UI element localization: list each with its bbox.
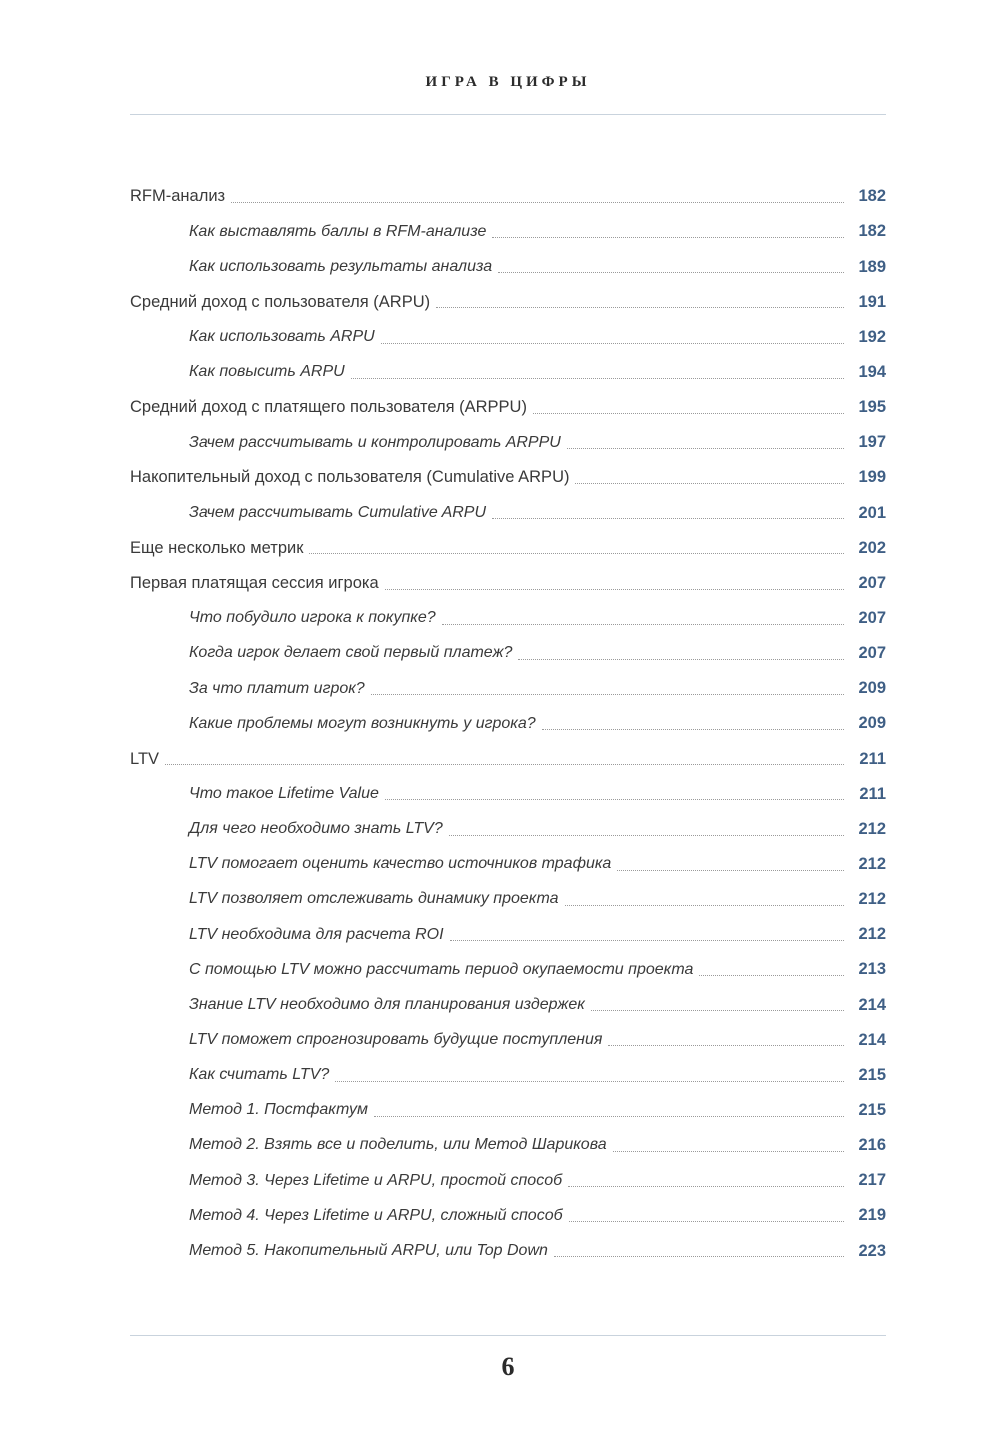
toc-entry-title: Метод 1. Постфактум: [189, 1101, 368, 1119]
toc-entry-title: Как использовать ARPU: [189, 328, 375, 346]
dot-leader: [518, 659, 844, 660]
dot-leader: [371, 694, 844, 695]
toc-entry-page: 182: [858, 187, 886, 206]
dot-leader: [335, 1081, 844, 1082]
dot-leader: [575, 483, 844, 484]
toc-entry[interactable]: [130, 987, 886, 1022]
toc-entry[interactable]: [130, 284, 886, 319]
toc-entry-page: 212: [858, 819, 886, 838]
toc-entry-title: Для чего необходимо знать LTV?: [189, 820, 443, 838]
dot-leader: [381, 343, 844, 344]
toc-entry-title: Как считать LTV?: [189, 1066, 330, 1084]
toc-entry-page: 215: [858, 1100, 886, 1119]
toc-entry-page: 217: [858, 1171, 886, 1190]
dot-leader: [617, 870, 844, 871]
toc-entry-title: RFM-анализ: [130, 187, 226, 206]
toc-entry-page: 209: [858, 714, 886, 733]
toc-entry-title: Первая платящая сессия игрока: [130, 573, 379, 592]
dot-leader: [568, 1186, 844, 1187]
toc-entry-page: 214: [858, 1030, 886, 1049]
toc-entry[interactable]: [130, 179, 886, 214]
toc-entry-page: 191: [858, 292, 886, 311]
toc-entry-page: 212: [858, 890, 886, 909]
dot-leader: [565, 905, 844, 906]
header-divider: [130, 114, 886, 115]
toc-entry[interactable]: [130, 952, 886, 987]
toc-entry[interactable]: [130, 601, 886, 636]
toc-entry-title: LTV позволяет отслеживать динамику проекта: [189, 890, 559, 908]
toc-entry-title: Средний доход с платящего пользователя (ARPPU): [130, 398, 527, 417]
dot-leader: [613, 1151, 844, 1152]
toc-entry-page: 212: [858, 854, 886, 873]
dot-leader: [492, 237, 844, 238]
toc-entry[interactable]: [130, 706, 886, 741]
toc-entry-title: Как выставлять баллы в RFM-анализе: [189, 222, 487, 240]
dot-leader: [309, 553, 844, 554]
toc-entry-title: LTV: [130, 749, 160, 768]
toc-entry[interactable]: [130, 847, 886, 882]
toc-entry-page: 219: [858, 1206, 886, 1225]
toc-entry-title: Как повысить ARPU: [189, 363, 345, 381]
toc-entry-page: 209: [858, 679, 886, 698]
toc-entry-title: LTV необходима для расчета ROI: [189, 925, 444, 943]
toc-entry[interactable]: [130, 390, 886, 425]
toc-entry-page: 197: [858, 433, 886, 452]
toc-entry-title: Метод 4. Через Lifetime и ARPU, сложный способ: [189, 1206, 563, 1224]
toc-entry-page: 195: [858, 398, 886, 417]
toc-entry[interactable]: [130, 425, 886, 460]
toc-entry-title: Метод 2. Взять все и поделить, или Метод Шарикова: [189, 1136, 607, 1154]
toc-entry-title: Метод 3. Через Lifetime и ARPU, простой способ: [189, 1171, 563, 1189]
running-head-title: ИГРА В ЦИФРЫ: [425, 74, 591, 90]
toc-entry[interactable]: [130, 249, 886, 284]
toc-entry[interactable]: [130, 1058, 886, 1093]
toc-entry-page: 199: [858, 468, 886, 487]
dot-leader: [699, 975, 844, 976]
toc-entry-title: Какие проблемы могут возникнуть у игрока?: [189, 714, 536, 732]
toc-entry[interactable]: [130, 1128, 886, 1163]
toc-entry-page: 202: [858, 538, 886, 557]
dot-leader: [436, 307, 844, 308]
dot-leader: [442, 624, 844, 625]
dot-leader: [533, 413, 844, 414]
toc-entry-page: 207: [858, 644, 886, 663]
dot-leader: [542, 729, 844, 730]
toc-entry-title: Зачем рассчитывать и контролировать ARPPU: [189, 433, 561, 451]
toc-entry[interactable]: [130, 1198, 886, 1233]
toc-entry[interactable]: [130, 1022, 886, 1057]
toc-entry[interactable]: [130, 812, 886, 847]
page-number: 6: [501, 1352, 515, 1381]
toc-entry-page: 223: [858, 1241, 886, 1260]
toc-entry-title: Как использовать результаты анализа: [189, 257, 493, 275]
toc-entry[interactable]: [130, 1093, 886, 1128]
dot-leader: [591, 1010, 844, 1011]
dot-leader: [554, 1256, 844, 1257]
toc-entry-page: 215: [858, 1065, 886, 1084]
toc-entry-page: 212: [858, 925, 886, 944]
toc-entry[interactable]: [130, 917, 886, 952]
toc-entry[interactable]: [130, 741, 886, 776]
dot-leader: [165, 764, 844, 765]
dot-leader: [351, 378, 844, 379]
dot-leader: [385, 799, 844, 800]
toc-entry-title: С помощью LTV можно рассчитать период окупаемости проекта: [189, 960, 694, 978]
toc-entry-title: Накопительный доход с пользователя (Cumulative ARPU): [130, 468, 570, 487]
toc-entry-title: LTV поможет спрогнозировать будущие поступления: [189, 1030, 603, 1048]
toc-entry[interactable]: [130, 1233, 886, 1268]
toc-entry-title: Что такое Lifetime Value: [189, 784, 379, 802]
dot-leader: [374, 1116, 844, 1117]
toc-entry-page: 194: [858, 363, 886, 382]
toc-entry-title: Что побудило игрока к покупке?: [189, 609, 436, 627]
toc-entry-page: 214: [858, 995, 886, 1014]
toc-entry[interactable]: [130, 776, 886, 811]
toc-entry[interactable]: [130, 355, 886, 390]
toc-entry-page: 211: [859, 784, 886, 803]
toc-entry-title: За что платит игрок?: [189, 679, 365, 697]
toc-entry-page: 192: [858, 327, 886, 346]
dot-leader: [385, 589, 844, 590]
toc-entry-page: 189: [858, 257, 886, 276]
toc-entry[interactable]: [130, 636, 886, 671]
dot-leader: [450, 940, 844, 941]
toc-entry[interactable]: [130, 495, 886, 530]
toc-entry[interactable]: [130, 566, 886, 601]
toc-entry-page: 201: [858, 503, 886, 522]
toc-entry-title: Метод 5. Накопительный ARPU, или Top Down: [189, 1241, 548, 1259]
toc-entry-title: Средний доход с пользователя (ARPU): [130, 292, 431, 311]
dot-leader: [492, 518, 844, 519]
toc-entry-page: 207: [858, 609, 886, 627]
toc-entry-page: 182: [858, 222, 886, 241]
toc-entry-page: 213: [858, 960, 886, 979]
toc-entry-page: 211: [859, 749, 886, 768]
toc-entry-page: 207: [858, 573, 886, 592]
toc-entry-title: Знание LTV необходимо для планирования издержек: [189, 995, 585, 1013]
dot-leader: [567, 448, 844, 449]
toc-entry[interactable]: [130, 530, 886, 565]
toc-entry-title: Когда игрок делает свой первый платеж?: [189, 644, 513, 662]
dot-leader: [498, 272, 844, 273]
footer-divider: [130, 1335, 886, 1336]
dot-leader: [608, 1045, 844, 1046]
toc-entry-page: 216: [858, 1136, 886, 1155]
table-of-contents: [130, 179, 886, 1268]
toc-entry[interactable]: [130, 214, 886, 249]
dot-leader: [231, 202, 844, 203]
toc-entry-title: LTV помогает оценить качество источников трафика: [189, 855, 612, 873]
toc-entry[interactable]: [130, 1163, 886, 1198]
toc-entry[interactable]: [130, 671, 886, 706]
toc-entry-title: Зачем рассчитывать Cumulative ARPU: [189, 503, 487, 521]
dot-leader: [569, 1221, 844, 1222]
toc-entry[interactable]: [130, 882, 886, 917]
dot-leader: [449, 835, 844, 836]
toc-entry[interactable]: [130, 460, 886, 495]
toc-entry[interactable]: [130, 320, 886, 355]
toc-entry-title: Еще несколько метрик: [130, 538, 304, 557]
